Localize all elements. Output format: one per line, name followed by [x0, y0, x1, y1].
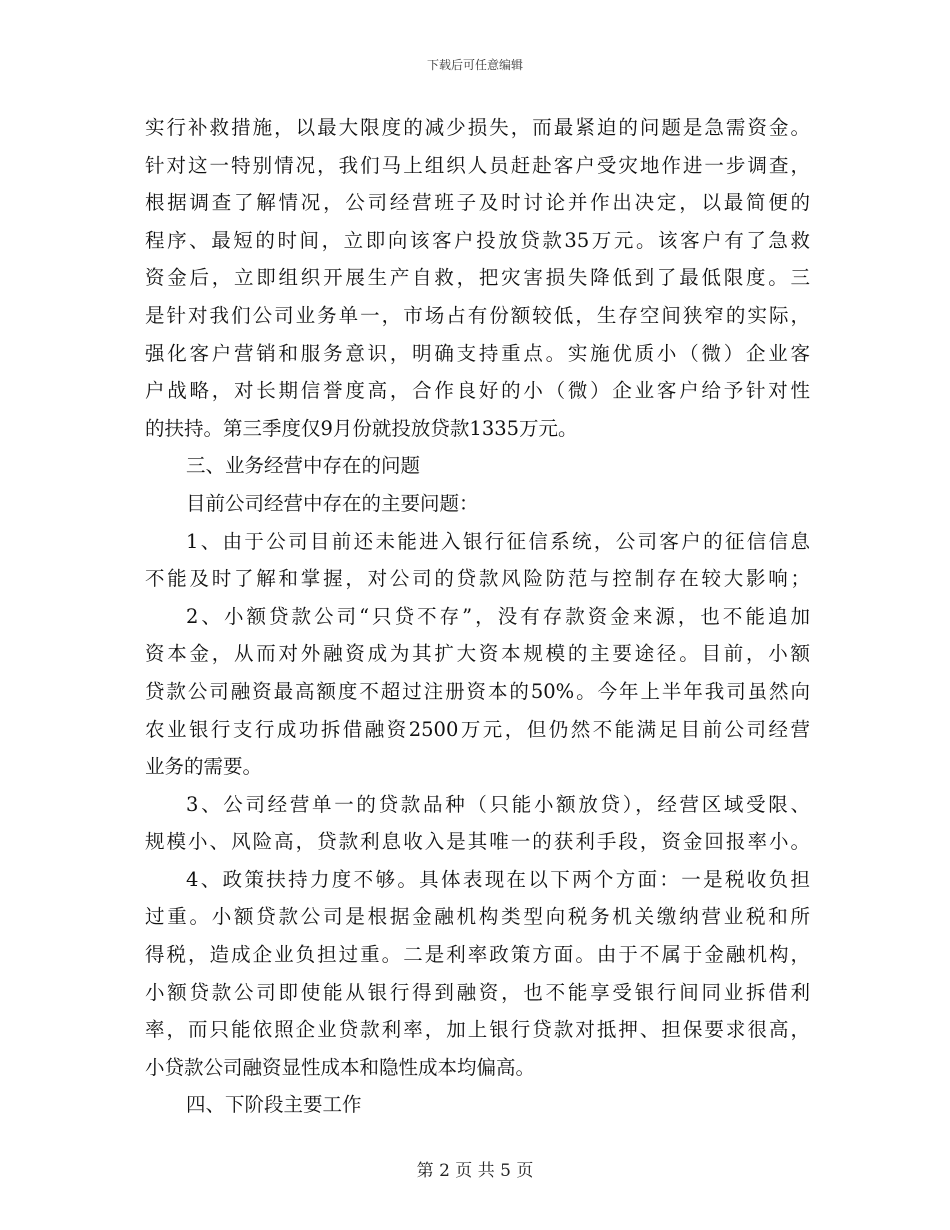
- text-line: 过重。小额贷款公司是根据金融机构类型向税务机关缴纳营业税和所: [145, 905, 810, 929]
- text-line: 贷款公司融资最高额度不超过注册资本的50%。今年上半年我司虽然向: [145, 679, 810, 703]
- text-line: 根据调查了解情况，公司经营班子及时讨论并作出决定，以最简便的: [145, 191, 810, 215]
- text-line: 强化客户营销和服务意识，明确支持重点。实施优质小（微）企业客: [145, 341, 810, 365]
- document-body: [145, 109, 810, 1124]
- text-line: 小贷款公司融资显性成本和隐性成本均偏高。: [145, 1055, 536, 1079]
- text-line: 资本金，从而对外融资成为其扩大资本规模的主要途径。目前，小额: [145, 642, 810, 666]
- text-line: 农业银行支行成功拆借融资2500万元，但仍然不能满足目前公司经营: [145, 717, 810, 741]
- list-item-line: 4、政策扶持力度不够。具体表现在以下两个方面：一是税收负担: [186, 867, 810, 891]
- text-line: 不能及时了解和掌握，对公司的贷款风险防范与控制存在较大影响；: [145, 567, 810, 591]
- text-line: 户战略，对长期信誉度高，合作良好的小（微）企业客户给予针对性: [145, 379, 810, 403]
- text-line: 的扶持。第三季度仅9月份就投放贷款1335万元。: [145, 416, 578, 440]
- list-item-line: 2、小额贷款公司“只贷不存”，没有存款资金来源，也不能追加: [186, 604, 810, 628]
- text-line: 得税，造成企业负担过重。二是利率政策方面。由于不属于金融机构，: [145, 943, 810, 967]
- page-header: 下载后可任意编辑: [426, 58, 523, 72]
- text-line: 针对这一特别情况，我们马上组织人员赶赴客户受灾地作进一步调查，: [145, 153, 810, 177]
- text-line: 率，而只能依照企业贷款利率，加上银行贷款对抵押、担保要求很高，: [145, 1018, 810, 1042]
- list-item-line: 3、公司经营单一的贷款品种（只能小额放贷），经营区域受限、: [186, 792, 810, 816]
- text-line: 小额贷款公司即使能从银行得到融资，也不能享受银行间同业拆借利: [145, 980, 810, 1004]
- section-heading: 四、下阶段主要工作: [186, 1093, 362, 1117]
- text-line: 规模小、风险高，贷款利息收入是其唯一的获利手段，资金回报率小。: [145, 830, 810, 854]
- text-line: 业务的需要。: [145, 755, 263, 779]
- text-line: 资金后，立即组织开展生产自救，把灾害损失降低到了最低限度。三: [145, 266, 810, 290]
- text-line: 程序、最短的时间，立即向该客户投放贷款35万元。该客户有了急救: [145, 228, 810, 252]
- text-line: 实行补救措施，以最大限度的减少损失，而最紧迫的问题是急需资金。: [145, 116, 810, 139]
- list-item-line: 1、由于公司目前还未能进入银行征信系统，公司客户的征信信息: [186, 529, 810, 553]
- text-line: 目前公司经营中存在的主要问题：: [186, 491, 479, 515]
- section-heading: 三、业务经营中存在的问题: [186, 454, 421, 478]
- text-line: 是针对我们公司业务单一，市场占有份额较低，生存空间狭窄的实际，: [145, 303, 810, 327]
- page-footer: 第 2 页 共 5 页: [416, 1161, 534, 1181]
